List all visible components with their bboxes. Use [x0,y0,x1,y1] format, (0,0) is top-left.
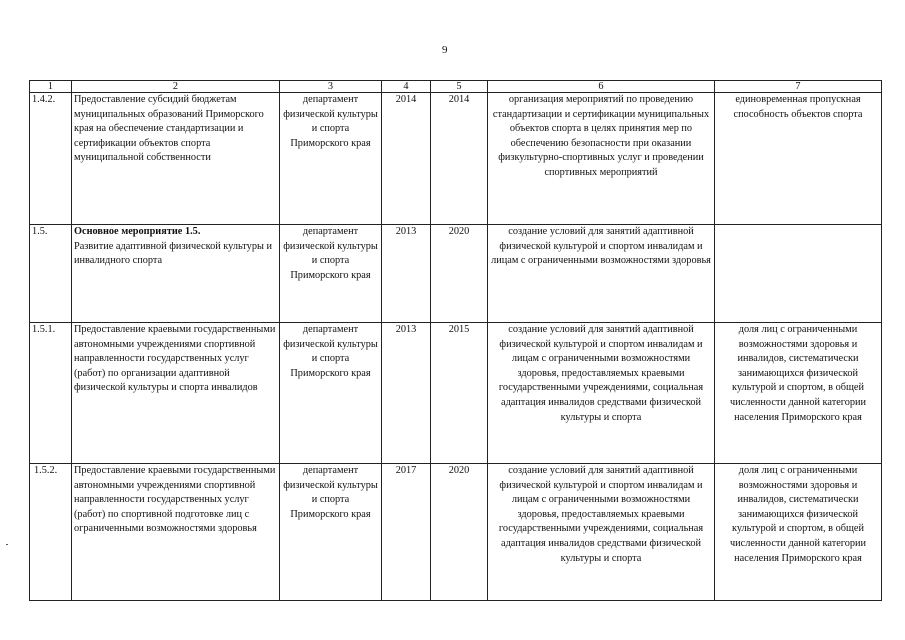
start-year: 2014 [382,93,431,225]
header-col-3: 3 [280,81,382,93]
executor: департамент физической культуры и спорта Приморского края [280,323,382,464]
expected-result: создание условий для занятий адаптивной физической культурой и спортом инвалидам и лицам с ограниченными возможностями здоровья, предоставляемых краевыми государственными учреждениями, социальная адаптация инвалидов средствами физической культуры и спорта [488,323,715,464]
measure-name-text: Предоставление субсидий бюджетам муниципальных образований Приморского края на обеспечение стандартизации и сертификации объектов спорта муниципальной собственности [74,94,264,164]
indicator: единовременная пропускная способность объектов спорта [715,93,882,225]
executor: департамент физической культуры и спорта Приморского края [280,225,382,323]
expected-result: создание условий для занятий адаптивной физической культурой и спортом инвалидам и лицам с ограниченными возможностями здоровья [488,225,715,323]
page-number: 9 [442,44,448,56]
measure-name-text: Развитие адаптивной физической культуры и инвалидного спорта [74,240,272,267]
header-col-1: 1 [30,81,72,93]
expected-result: организация мероприятий по проведению стандартизации и сертификации муниципальных объектов спорта в целях принятия мер по обеспечению безопасности при оказании физкультурно-спортивных услуг и проведении спортивных мероприятий [488,93,715,225]
table-row [30,93,882,225]
end-year: 2020 [431,464,488,601]
scan-speck [6,544,8,545]
measure-name [72,323,280,464]
measure-name [72,225,280,323]
header-col-2: 2 [72,81,280,93]
indicator [715,225,882,323]
table-row [30,464,882,601]
measure-name-text: Предоставление краевыми государственными автономными учреждениями спортивной направленности государственных услуг (работ) по спортивной подготовке лиц с ограниченными возможностями здоровья [74,465,276,535]
row-number: 1.5. [30,225,72,323]
start-year: 2017 [382,464,431,601]
header-col-6: 6 [488,81,715,93]
header-col-5: 5 [431,81,488,93]
expected-result: создание условий для занятий адаптивной физической культурой и спортом инвалидам и лицам с ограниченными возможностями здоровья, предоставляемых краевыми государственными учреждениями, социальная адаптация инвалидов средствами физической культуры и спорта [488,464,715,601]
header-col-7: 7 [715,81,882,93]
start-year: 2013 [382,323,431,464]
indicator: доля лиц с ограниченными возможностями здоровья и инвалидов, систематически занимающихся физической культурой и спортом, в общей численности данной категории населения Приморского края [715,323,882,464]
start-year: 2013 [382,225,431,323]
executor: департамент физической культуры и спорта Приморского края [280,93,382,225]
end-year: 2020 [431,225,488,323]
table-row [30,323,882,464]
executor: департамент физической культуры и спорта Приморского края [280,464,382,601]
end-year: 2015 [431,323,488,464]
row-number: 1.5.2. [30,464,72,601]
row-number: 1.4.2. [30,93,72,225]
measure-title-bold: Основное мероприятие 1.5. [74,226,201,237]
measure-name [72,464,280,601]
row-number: 1.5.1. [30,323,72,464]
measure-name-text: Предоставление краевыми государственными автономными учреждениями спортивной направленности государственных услуг (работ) по организации адаптивной физической культуры и спорта инвалидов [74,324,276,394]
end-year: 2014 [431,93,488,225]
table-row [30,225,882,323]
indicator: доля лиц с ограниченными возможностями здоровья и инвалидов, систематически занимающихся физической культурой и спортом, в общей численности данной категории населения Приморского края [715,464,882,601]
header-row [30,81,882,93]
header-col-4: 4 [382,81,431,93]
measure-name [72,93,280,225]
measures-table [29,80,882,601]
